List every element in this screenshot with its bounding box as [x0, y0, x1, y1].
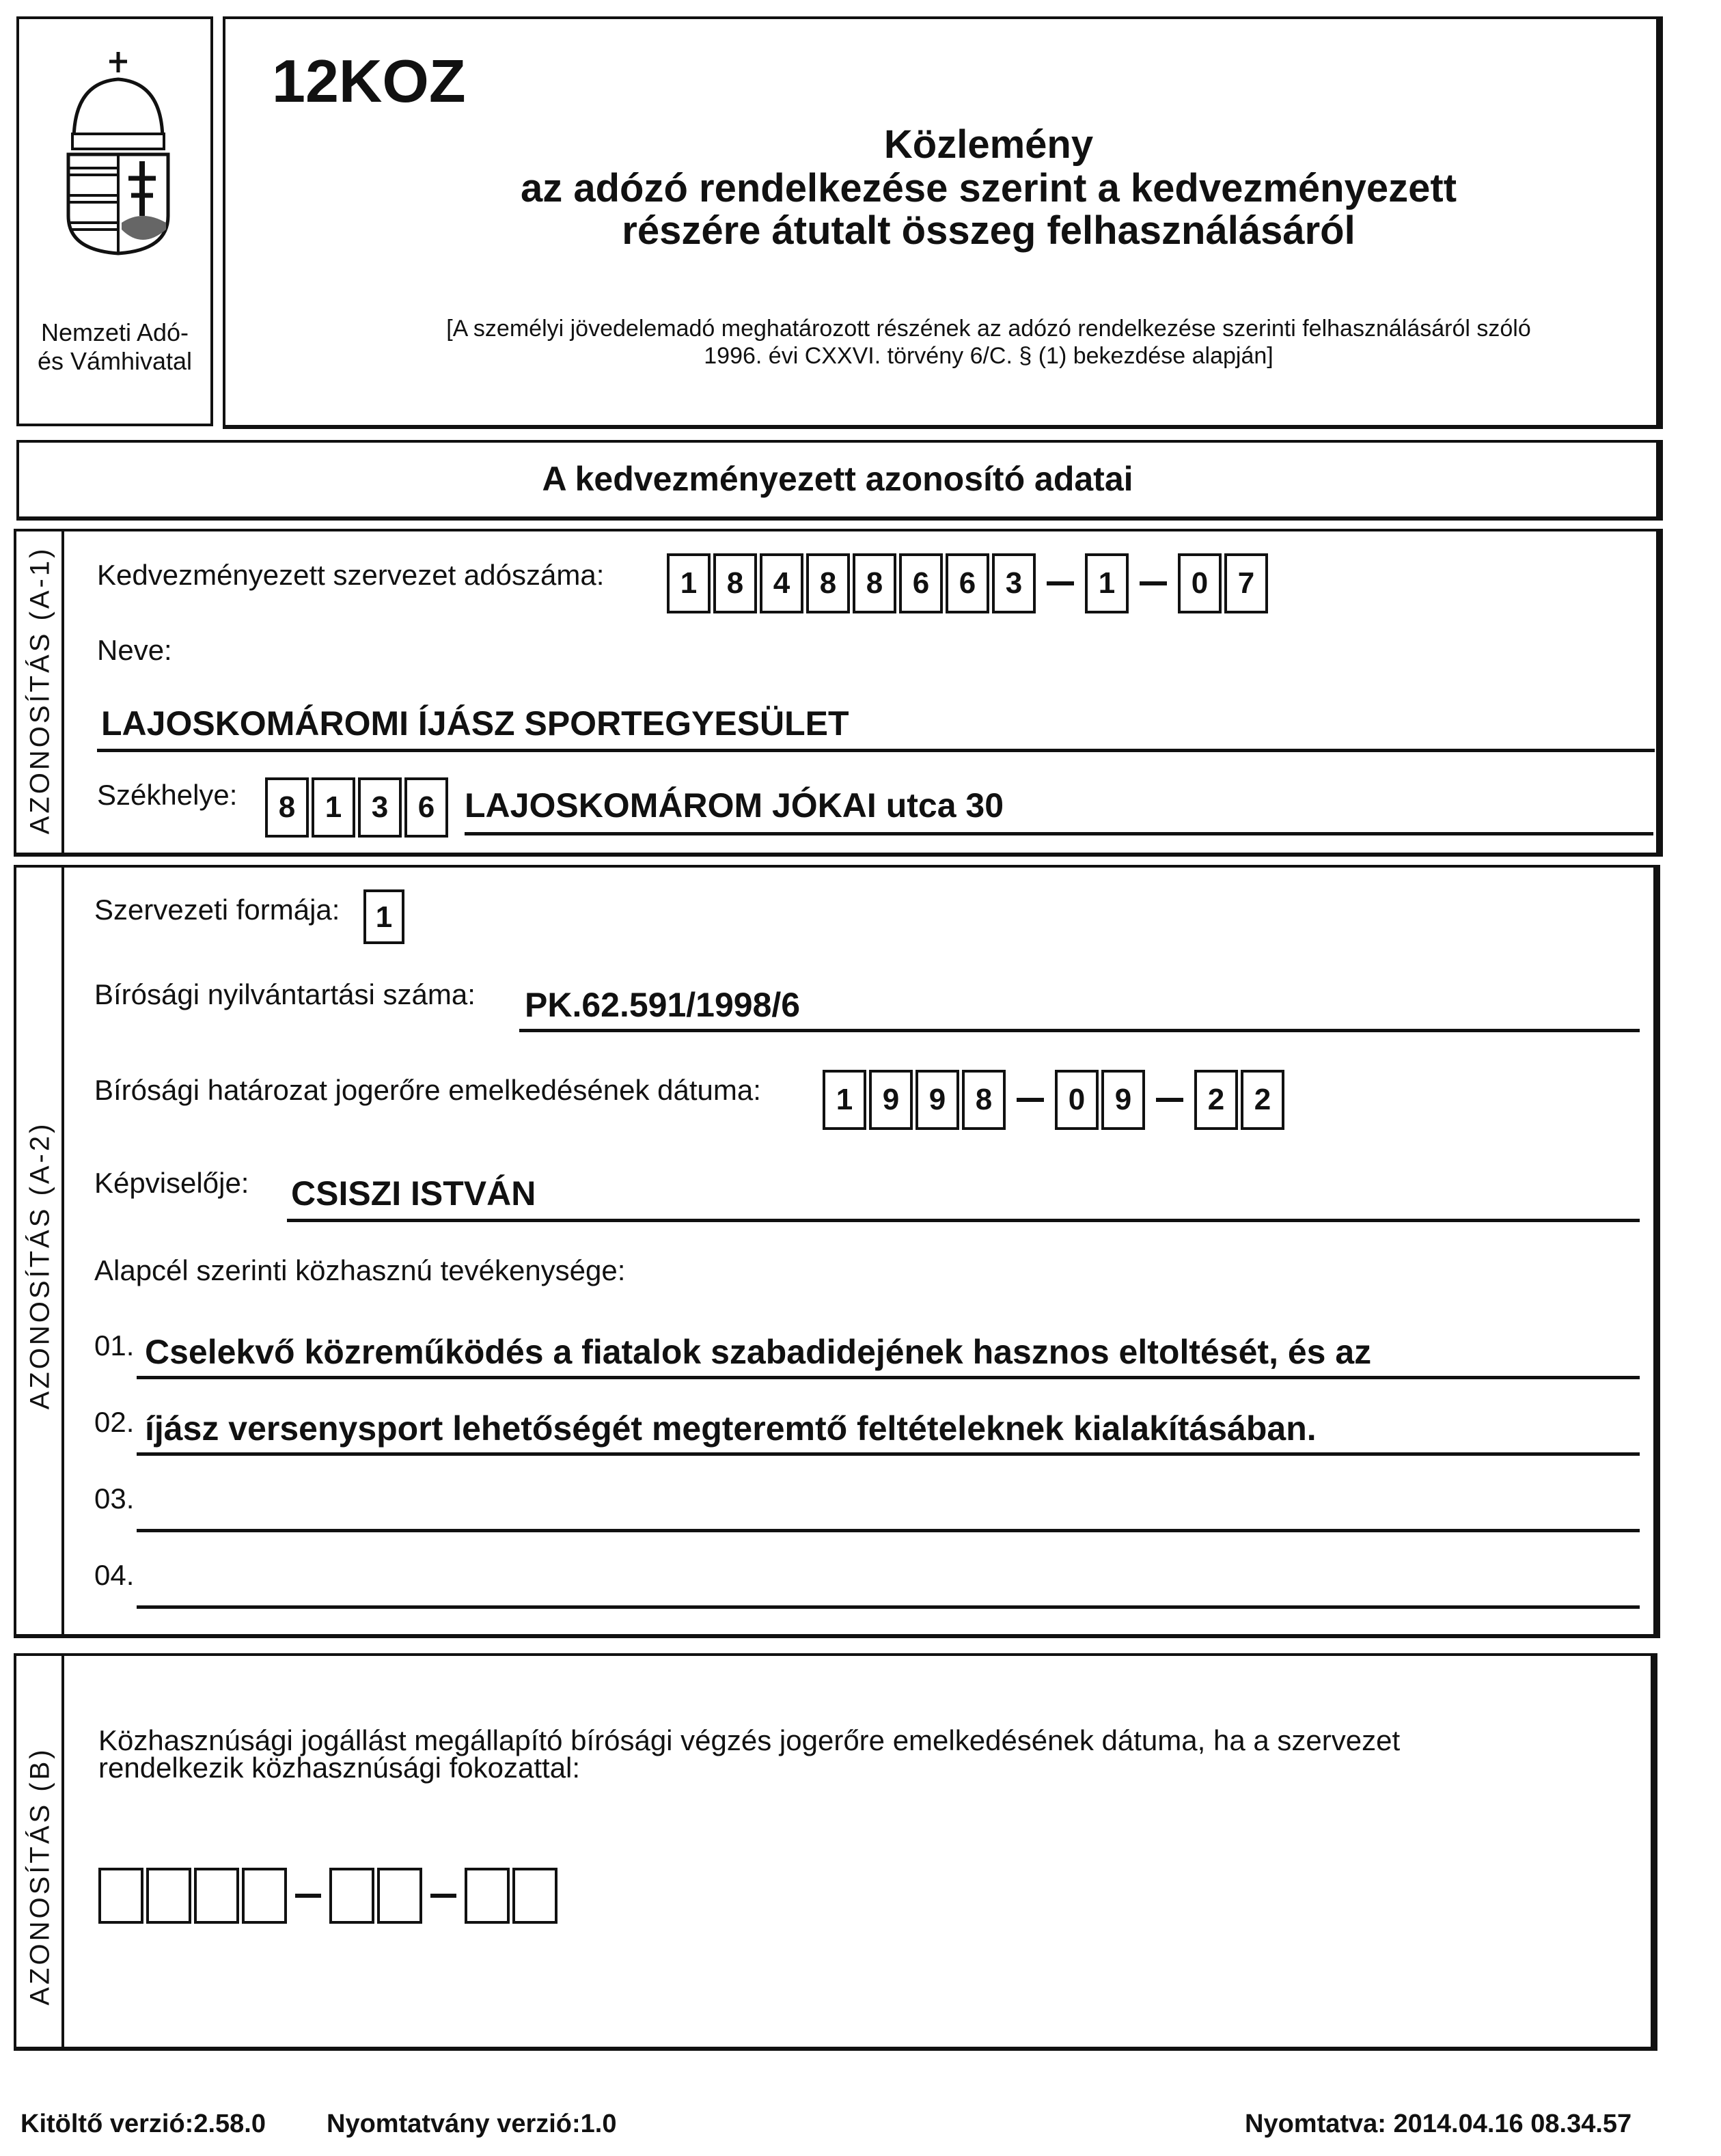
tax-number-part1-digit-box[interactable]: 1: [667, 553, 711, 613]
section-a1: [14, 529, 1663, 857]
section-b: [14, 1653, 1657, 2051]
section-a2-side-label: AZONOSÍTÁS (A-2): [25, 1121, 55, 1410]
activity-underline-1: [137, 1376, 1640, 1379]
separator-dash: [295, 1894, 321, 1898]
activity-text-1[interactable]: Cselekvő közreműködés a fiatalok szabadidejének hasznos eltoltését, és az: [145, 1333, 1372, 1371]
tax-number-part2-digit-box[interactable]: 1: [1085, 553, 1129, 613]
activity-num-3: 03.: [94, 1482, 135, 1515]
court-date-year-digit-box[interactable]: 9: [915, 1070, 959, 1130]
form-code: 12KOZ: [272, 47, 466, 115]
activity-underline-4: [137, 1605, 1640, 1609]
separator-dash: [1140, 581, 1167, 585]
form-title-line1: Közlemény: [883, 122, 1094, 167]
activity-num-2: 02.: [94, 1406, 135, 1438]
activity-num-1: 01.: [94, 1329, 135, 1362]
court-date-year-digit-box[interactable]: 9: [869, 1070, 913, 1130]
activity-label: Alapcél szerinti közhasznú tevékenysége:: [94, 1254, 626, 1286]
name-underline: [97, 749, 1655, 752]
court-date-year-digit-box[interactable]: 1: [823, 1070, 866, 1130]
public-benefit-description-line2: rendelkezik közhasznúsági fokozattal:: [98, 1752, 581, 1784]
public-benefit-date-year-digit-box[interactable]: [242, 1868, 287, 1924]
form-title-line2: az adózó rendelkezése szerint a kedvezményezett: [520, 166, 1457, 210]
section-a2: [14, 865, 1660, 1638]
tax-number-part1-digit-box[interactable]: 8: [713, 553, 757, 613]
postal-code-digit-box[interactable]: 1: [312, 777, 355, 838]
postal-code-digit-box[interactable]: 8: [265, 777, 309, 838]
postal-code-digit-box[interactable]: 6: [404, 777, 448, 838]
tax-number-part1-digit-box[interactable]: 6: [946, 553, 989, 613]
court-date-day-digit-box[interactable]: 2: [1194, 1070, 1238, 1130]
tax-number-part1-digit-box[interactable]: 8: [853, 553, 896, 613]
court-date-month-digit-box[interactable]: 0: [1055, 1070, 1099, 1130]
public-benefit-description-line1: Közhasznúsági jogállást megállapító bírósági végzés jogerőre emelkedésének dátuma, ha a szervezet: [98, 1724, 1401, 1756]
tax-number-part1-digit-box[interactable]: 6: [899, 553, 943, 613]
court-date-label: Bírósági határozat jogerőre emelkedésének dátuma:: [94, 1074, 761, 1106]
court-date-year-digit-box[interactable]: 8: [962, 1070, 1006, 1130]
form-title-box: [223, 16, 1663, 429]
org-form-label: Szervezeti formája:: [94, 894, 340, 926]
tax-number-part1-digit-box[interactable]: 3: [992, 553, 1036, 613]
section-a1-side-label: AZONOSÍTÁS (A-1): [25, 546, 55, 835]
tax-number-part3-digit-box[interactable]: 7: [1224, 553, 1268, 613]
activity-num-4: 04.: [94, 1559, 135, 1591]
footer-filler-version: Kitöltő verzió:2.58.0: [20, 2110, 266, 2138]
court-registration-value[interactable]: PK.62.591/1998/6: [525, 986, 801, 1024]
tax-number-part1-digit-box[interactable]: 8: [806, 553, 850, 613]
tax-number-part3-digit-box[interactable]: 0: [1178, 553, 1222, 613]
representative-label: Képviselője:: [94, 1167, 249, 1199]
form-title-line3: részére átutalt összeg felhasználásáról: [622, 208, 1355, 253]
court-date-month-digit-box[interactable]: 9: [1101, 1070, 1145, 1130]
seat-label: Székhelye:: [97, 779, 238, 811]
tax-number-label: Kedvezményezett szervezet adószáma:: [97, 559, 605, 591]
section-title: A kedvezményezett azonosító adatai: [542, 460, 1133, 498]
name-value[interactable]: LAJOSKOMÁROMI ÍJÁSZ SPORTEGYESÜLET: [101, 704, 849, 743]
activity-underline-2: [137, 1452, 1640, 1456]
public-benefit-date-year-digit-box[interactable]: [98, 1868, 143, 1924]
section-b-side-label: AZONOSÍTÁS (B): [25, 1747, 55, 2006]
seat-underline: [465, 832, 1653, 835]
name-label: Neve:: [97, 634, 172, 666]
separator-dash: [430, 1894, 456, 1898]
public-benefit-date-month-digit-box[interactable]: [377, 1868, 422, 1924]
public-benefit-date-year-digit-box[interactable]: [194, 1868, 239, 1924]
org-form-value[interactable]: 1: [363, 889, 404, 944]
legal-reference-line1: [A személyi jövedelemadó meghatározott részének az adózó rendelkezése szerinti felhasználásáról szóló: [446, 316, 1531, 342]
separator-dash: [1047, 581, 1074, 585]
representative-underline: [287, 1219, 1640, 1222]
court-registration-underline: [519, 1029, 1640, 1032]
legal-reference-line2: 1996. évi CXXVI. törvény 6/C. § (1) bekezdése alapján]: [704, 343, 1273, 369]
agency-name-line2: és Vámhivatal: [37, 347, 193, 375]
seat-value[interactable]: LAJOSKOMÁROM JÓKAI utca 30: [465, 786, 1004, 825]
representative-value[interactable]: CSISZI ISTVÁN: [291, 1174, 536, 1213]
tax-number-part1-digit-box[interactable]: 4: [760, 553, 803, 613]
agency-logo-box: [16, 16, 213, 426]
court-registration-label: Bírósági nyilvántartási száma:: [94, 978, 476, 1010]
agency-name-line1: Nemzeti Adó-: [40, 318, 189, 346]
hungarian-coat-of-arms-icon: [60, 52, 176, 257]
footer-printed-timestamp: Nyomtatva: 2014.04.16 08.34.57: [1245, 2110, 1632, 2138]
court-date-day-digit-box[interactable]: 2: [1241, 1070, 1284, 1130]
public-benefit-date-day-digit-box[interactable]: [465, 1868, 510, 1924]
public-benefit-date-day-digit-box[interactable]: [512, 1868, 557, 1924]
postal-code-digit-box[interactable]: 3: [358, 777, 402, 838]
footer-form-version: Nyomtatvány verzió:1.0: [327, 2110, 617, 2138]
activity-text-2[interactable]: íjász versenysport lehetőségét megteremtő feltételeknek kialakításában.: [145, 1409, 1317, 1448]
activity-underline-3: [137, 1529, 1640, 1532]
public-benefit-date-month-digit-box[interactable]: [329, 1868, 374, 1924]
separator-dash: [1156, 1098, 1183, 1102]
separator-dash: [1017, 1098, 1044, 1102]
public-benefit-date-year-digit-box[interactable]: [146, 1868, 191, 1924]
section-title-box: [16, 440, 1663, 521]
